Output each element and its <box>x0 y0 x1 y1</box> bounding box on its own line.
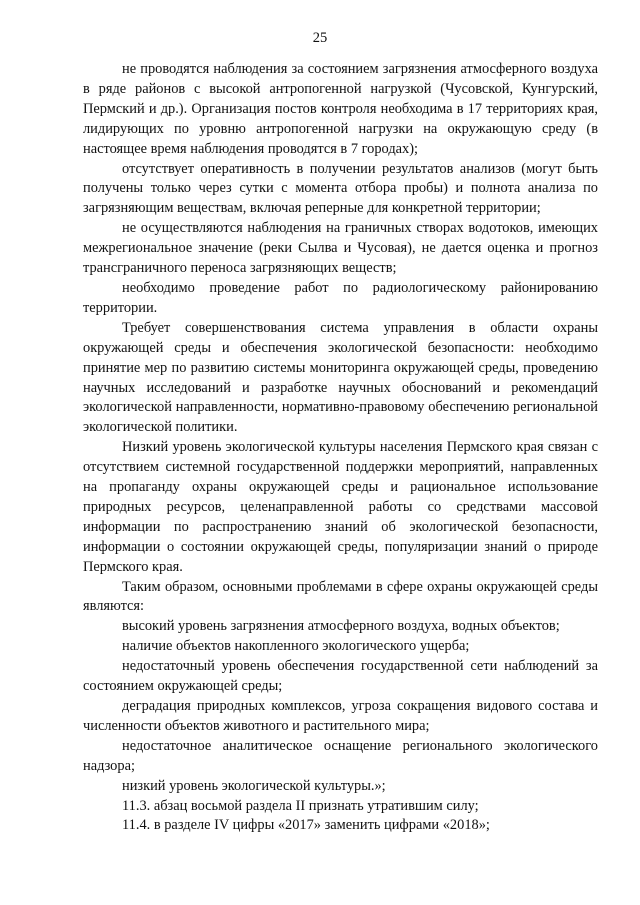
paragraph: Таким образом, основными проблемами в сфере охраны окружающей среды являются: <box>83 578 598 615</box>
paragraph: 11.4. в разделе IV цифры «2017» заменить цифрами «2018»; <box>122 817 490 834</box>
paragraph: Требует совершенствования система управления в области охраны окружающей среды и обеспечения экологической безопасности: необходимо принятие мер по развитию системы мониторинга окружающей среды, проведению научных исследований и разработке научных обоснований и рекомендаций экологической направленности, нормативно-правовому обеспечению региональной экологической политики. <box>83 319 598 436</box>
paragraph: необходимо проведение работ по радиологическому районированию территории. <box>83 279 598 316</box>
paragraph: недостаточный уровень обеспечения государственной сети наблюдений за состоянием окружающей среды; <box>83 658 598 695</box>
body-text <box>83 60 598 836</box>
paragraph: деградация природных комплексов, угроза сокращения видового состава и численности объектов животного и растительного мира; <box>83 698 598 734</box>
paragraph: 11.3. абзац восьмой раздела II признать утратившим силу; <box>122 797 479 814</box>
paragraph: отсутствует оперативность в получении результатов анализов (могут быть получены только через сутки с момента отбора пробы) и полнота анализа по загрязняющим веществам, включая реперные для конкретной территории; <box>83 160 598 217</box>
page-number: 25 <box>312 30 328 46</box>
paragraph: низкий уровень экологической культуры.»; <box>122 777 386 794</box>
paragraph: недостаточное аналитическое оснащение регионального экологического надзора; <box>83 737 598 774</box>
paragraph: наличие объектов накопленного экологического ущерба; <box>122 638 470 655</box>
paragraph: не осуществляются наблюдения на граничных створах водотоков, имеющих межрегиональное значение (реки Сылва и Чусовая), не дается оценка и прогноз трансграничного переноса загрязняющих веществ; <box>83 220 598 277</box>
paragraph: Низкий уровень экологической культуры населения Пермского края связан с отсутствием системной государственной поддержки мероприятий, направленных на пропаганду охраны окружающей среды и рациональное использование природных ресурсов, целенаправленной работы со средствами массовой информации по распространению знаний об экологической безопасности, информации о состоянии окружающей среды, популяризации знаний о природе Пермского края. <box>83 439 598 575</box>
paragraph: не проводятся наблюдения за состоянием загрязнения атмосферного воздуха в ряде районов с высокой антропогенной нагрузкой (Чусовской, Кунгурский, Пермский и др.). Организация постов контроля необходима в 17 территориях края, лидирующих по уровню антропогенной нагрузки на окружающую среду (в настоящее время наблюдения проводятся в 7 городах); <box>83 61 598 157</box>
paragraph: высокий уровень загрязнения атмосферного воздуха, водных объектов; <box>122 618 560 635</box>
